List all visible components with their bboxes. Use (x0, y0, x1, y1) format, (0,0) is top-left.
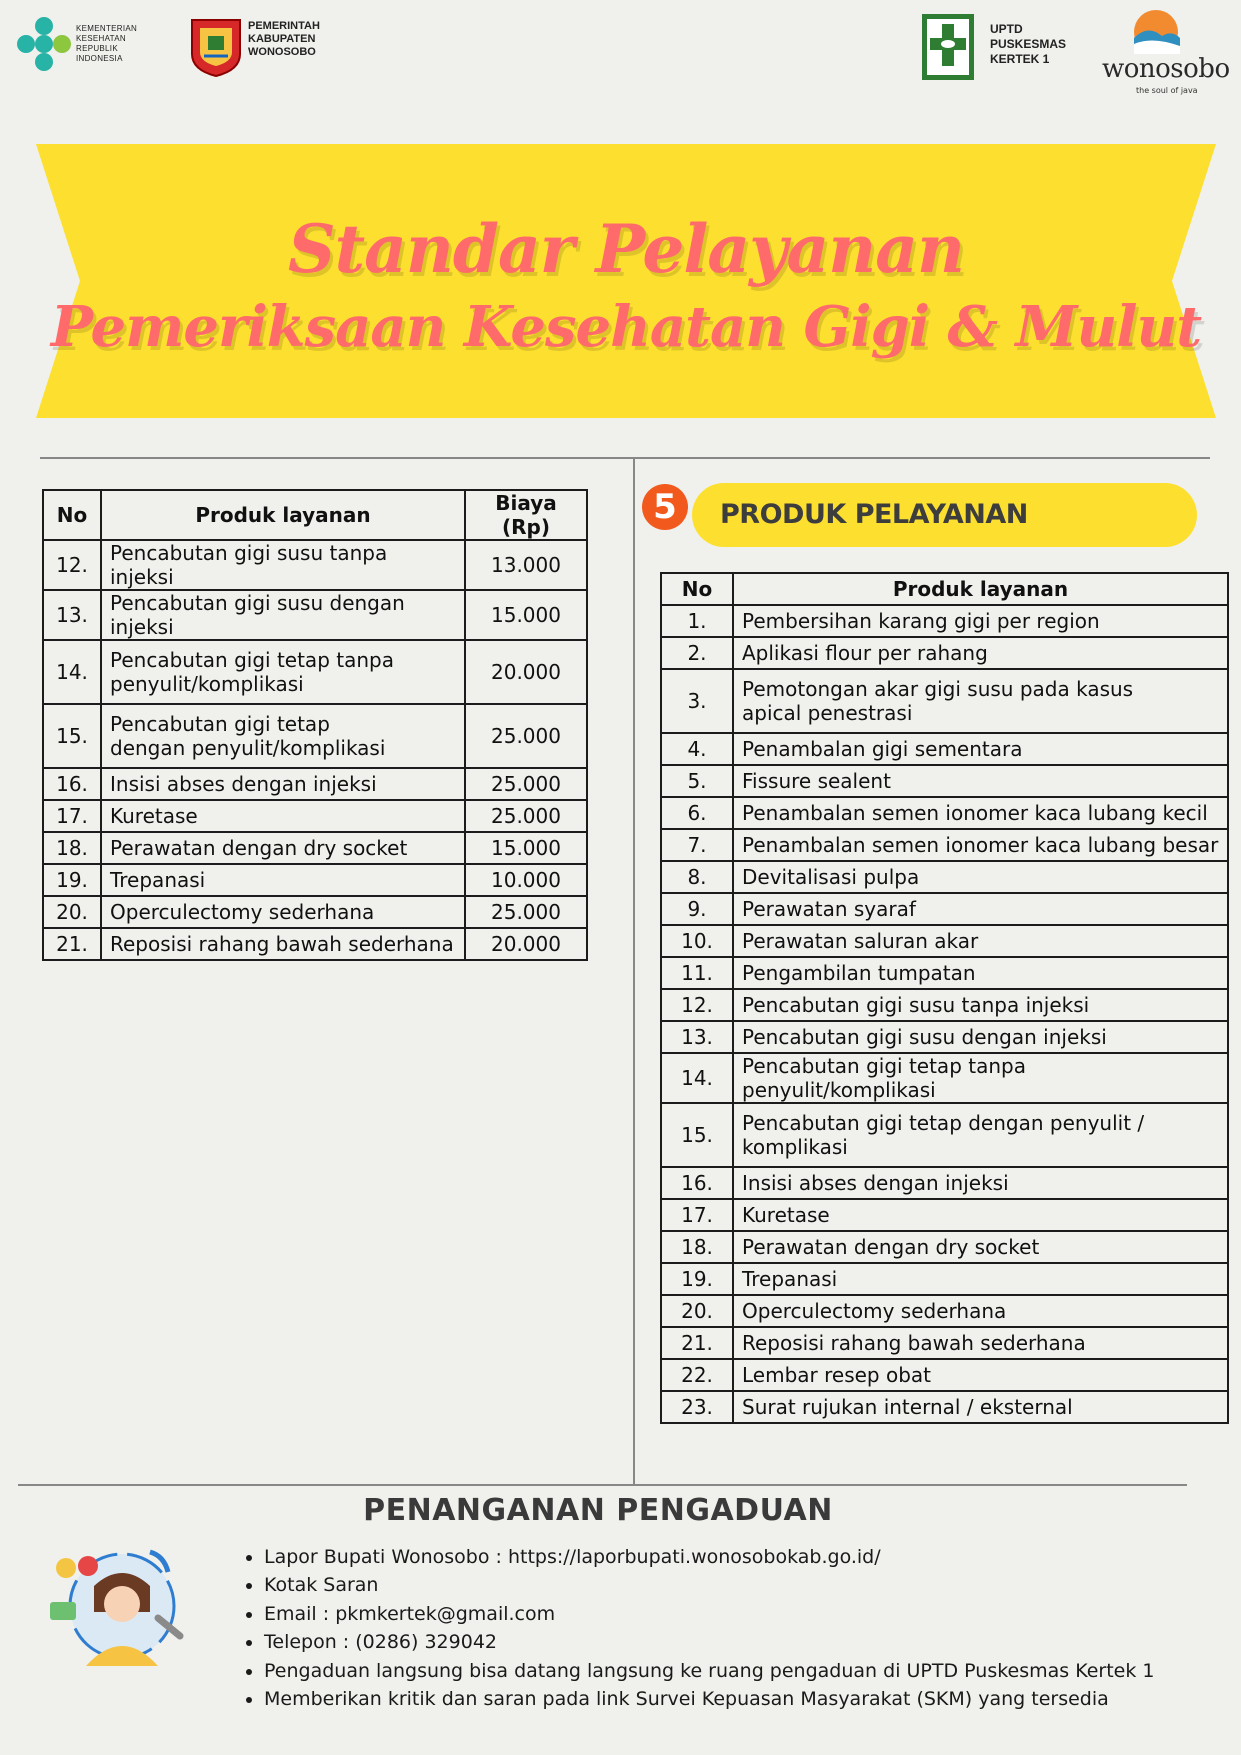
column-header-cost: Biaya (Rp) (465, 490, 587, 540)
kemenkes-logo (14, 14, 144, 76)
row-number: 18. (661, 1231, 733, 1263)
puskesmas-text: UPTD PUSKESMAS KERTEK 1 (990, 22, 1067, 66)
horizontal-divider-bottom (18, 1484, 1187, 1486)
row-product: Perawatan dengan dry socket (101, 832, 465, 864)
table-row (661, 1021, 1228, 1053)
table-row (661, 925, 1228, 957)
table-row (661, 829, 1228, 861)
row-number: 6. (661, 797, 733, 829)
row-cost: 20.000 (465, 928, 587, 960)
row-number: 14. (661, 1053, 733, 1103)
table-row (661, 733, 1228, 765)
row-number: 3. (661, 669, 733, 733)
table-row (661, 957, 1228, 989)
row-product: Penambalan semen ionomer kaca lubang kecil (733, 797, 1228, 829)
table-row (661, 797, 1228, 829)
table-row (661, 989, 1228, 1021)
table-row (43, 896, 587, 928)
table-row (43, 832, 587, 864)
row-cost: 20.000 (465, 640, 587, 704)
row-product: Kuretase (733, 1199, 1228, 1231)
section-title: PRODUK PELAYANAN (720, 499, 1028, 530)
pemkab-text: PEMERINTAH KABUPATEN WONOSOBO (248, 20, 320, 58)
table-row (43, 800, 587, 832)
table-row (661, 765, 1228, 797)
table-header-row (661, 573, 1228, 605)
row-number: 7. (661, 829, 733, 861)
row-product: Pencabutan gigi susu tanpa injeksi (733, 989, 1228, 1021)
row-cost: 15.000 (465, 832, 587, 864)
column-header-no: No (661, 573, 733, 605)
wonosobo-sun-icon (1128, 10, 1184, 56)
row-number: 13. (661, 1021, 733, 1053)
table-row (661, 1231, 1228, 1263)
column-header-no: No (43, 490, 101, 540)
row-product: Pemotongan akar gigi susu pada kasus apical penestrasi (733, 669, 1228, 733)
row-product: Insisi abses dengan injeksi (101, 768, 465, 800)
row-number: 19. (43, 864, 101, 896)
table-row (661, 893, 1228, 925)
row-cost: 13.000 (465, 540, 587, 590)
table-row (661, 1167, 1228, 1199)
row-product: Lembar resep obat (733, 1359, 1228, 1391)
table-row (661, 1295, 1228, 1327)
row-number: 21. (661, 1327, 733, 1359)
table-row (661, 669, 1228, 733)
row-product: Trepanasi (733, 1263, 1228, 1295)
row-product: Operculectomy sederhana (733, 1295, 1228, 1327)
table-row (661, 1053, 1228, 1103)
row-product: Penambalan gigi sementara (733, 733, 1228, 765)
row-product: Penambalan semen ionomer kaca lubang besar (733, 829, 1228, 861)
complaint-channel-item: • Kotak Saran (264, 1571, 1155, 1599)
title-banner (36, 144, 1216, 418)
row-number: 19. (661, 1263, 733, 1295)
table-row (661, 1391, 1228, 1423)
table-row (661, 1359, 1228, 1391)
row-number: 10. (661, 925, 733, 957)
row-cost: 10.000 (465, 864, 587, 896)
row-number: 15. (661, 1103, 733, 1167)
row-product: Surat rujukan internal / eksternal (733, 1391, 1228, 1423)
horizontal-divider-top (40, 457, 1210, 459)
complaints-list (244, 1543, 1155, 1713)
table-row (43, 540, 587, 590)
banner-title-line-1: Standar Pelayanan (287, 210, 965, 288)
row-number: 4. (661, 733, 733, 765)
table-row (43, 864, 587, 896)
row-product: Pencabutan gigi susu dengan injeksi (733, 1021, 1228, 1053)
table-row (661, 1263, 1228, 1295)
row-number: 13. (43, 590, 101, 640)
row-number: 23. (661, 1391, 733, 1423)
wonosobo-brand-logo (1098, 10, 1230, 95)
row-product: Devitalisasi pulpa (733, 861, 1228, 893)
row-cost: 25.000 (465, 704, 587, 768)
row-product: Operculectomy sederhana (101, 896, 465, 928)
complaint-channel-item: • Email : pkmkertek@gmail.com (264, 1600, 1155, 1628)
row-number: 22. (661, 1359, 733, 1391)
section-title-pill (692, 483, 1197, 547)
table-row (43, 928, 587, 960)
pemkab-logo (188, 16, 328, 80)
row-cost: 25.000 (465, 768, 587, 800)
row-product: Perawatan saluran akar (733, 925, 1228, 957)
row-product: Trepanasi (101, 864, 465, 896)
left-services-table (42, 489, 588, 961)
kemenkes-emblem-icon (14, 14, 74, 74)
row-number: 14. (43, 640, 101, 704)
wonosobo-crest-icon (188, 16, 244, 78)
table-row (43, 590, 587, 640)
table-row (661, 1103, 1228, 1167)
wonosobo-tagline: the soul of java (1136, 86, 1198, 95)
row-product: Fissure sealent (733, 765, 1228, 797)
row-product: Perawatan dengan dry socket (733, 1231, 1228, 1263)
puskesmas-logo (916, 10, 1066, 82)
row-number: 11. (661, 957, 733, 989)
row-product: Reposisi rahang bawah sederhana (101, 928, 465, 960)
row-product: Pencabutan gigi tetap dengan penyulit / komplikasi (733, 1103, 1228, 1167)
customer-service-icon (46, 1546, 196, 1666)
row-product: Pembersihan karang gigi per region (733, 605, 1228, 637)
banner-title-line-2: Pemeriksaan Kesehatan Gigi & Mulut (50, 294, 1202, 360)
vertical-divider (633, 458, 635, 1485)
row-number: 20. (43, 896, 101, 928)
row-number: 21. (43, 928, 101, 960)
row-cost: 15.000 (465, 590, 587, 640)
row-product: Pencabutan gigi tetap dengan penyulit/komplikasi (101, 704, 465, 768)
row-product: Aplikasi flour per rahang (733, 637, 1228, 669)
complaint-channel-item: • Pengaduan langsung bisa datang langsung ke ruang pengaduan di UPTD Puskesmas Kertek 1 (264, 1657, 1155, 1685)
table-row (43, 768, 587, 800)
customer-service-illustration (46, 1546, 196, 1666)
table-row (661, 1199, 1228, 1231)
table-row (661, 1327, 1228, 1359)
row-cost: 25.000 (465, 800, 587, 832)
row-number: 15. (43, 704, 101, 768)
complaint-channel-item: • Telepon : (0286) 329042 (264, 1628, 1155, 1656)
row-number: 16. (43, 768, 101, 800)
row-product: Insisi abses dengan injeksi (733, 1167, 1228, 1199)
section-number-badge: 5 (642, 484, 688, 530)
row-number: 1. (661, 605, 733, 637)
complaint-channel-item: • Memberikan kritik dan saran pada link Survei Kepuasan Masyarakat (SKM) yang tersedia (264, 1685, 1155, 1713)
table-row (661, 605, 1228, 637)
complaints-title: PENANGANAN PENGADUAN (363, 1493, 833, 1528)
right-services-table (660, 572, 1229, 1424)
row-product: Reposisi rahang bawah sederhana (733, 1327, 1228, 1359)
puskesmas-emblem-icon (916, 10, 980, 82)
table-row (661, 637, 1228, 669)
row-number: 5. (661, 765, 733, 797)
row-number: 12. (661, 989, 733, 1021)
row-product: Perawatan syaraf (733, 893, 1228, 925)
table-row (43, 704, 587, 768)
row-product: Pencabutan gigi tetap tanpa penyulit/komplikasi (733, 1053, 1228, 1103)
row-number: 18. (43, 832, 101, 864)
row-number: 9. (661, 893, 733, 925)
kemenkes-text: KEMENTERIAN KESEHATAN REPUBLIK INDONESIA (76, 24, 138, 63)
wonosobo-wordmark: wonosobo (1102, 54, 1230, 84)
table-header-row (43, 490, 587, 540)
row-number: 17. (43, 800, 101, 832)
row-number: 17. (661, 1199, 733, 1231)
table-row (43, 640, 587, 704)
row-product: Pencabutan gigi susu dengan injeksi (101, 590, 465, 640)
row-product: Kuretase (101, 800, 465, 832)
row-product: Pengambilan tumpatan (733, 957, 1228, 989)
row-cost: 25.000 (465, 896, 587, 928)
row-product: Pencabutan gigi susu tanpa injeksi (101, 540, 465, 590)
row-number: 16. (661, 1167, 733, 1199)
column-header-product: Produk layanan (101, 490, 465, 540)
row-number: 12. (43, 540, 101, 590)
table-row (661, 861, 1228, 893)
row-number: 20. (661, 1295, 733, 1327)
row-product: Pencabutan gigi tetap tanpa penyulit/komplikasi (101, 640, 465, 704)
complaint-channel-item: • Lapor Bupati Wonosobo : https://laporbupati.wonosobokab.go.id/ (264, 1543, 1155, 1571)
column-header-product: Produk layanan (733, 573, 1228, 605)
row-number: 8. (661, 861, 733, 893)
row-number: 2. (661, 637, 733, 669)
